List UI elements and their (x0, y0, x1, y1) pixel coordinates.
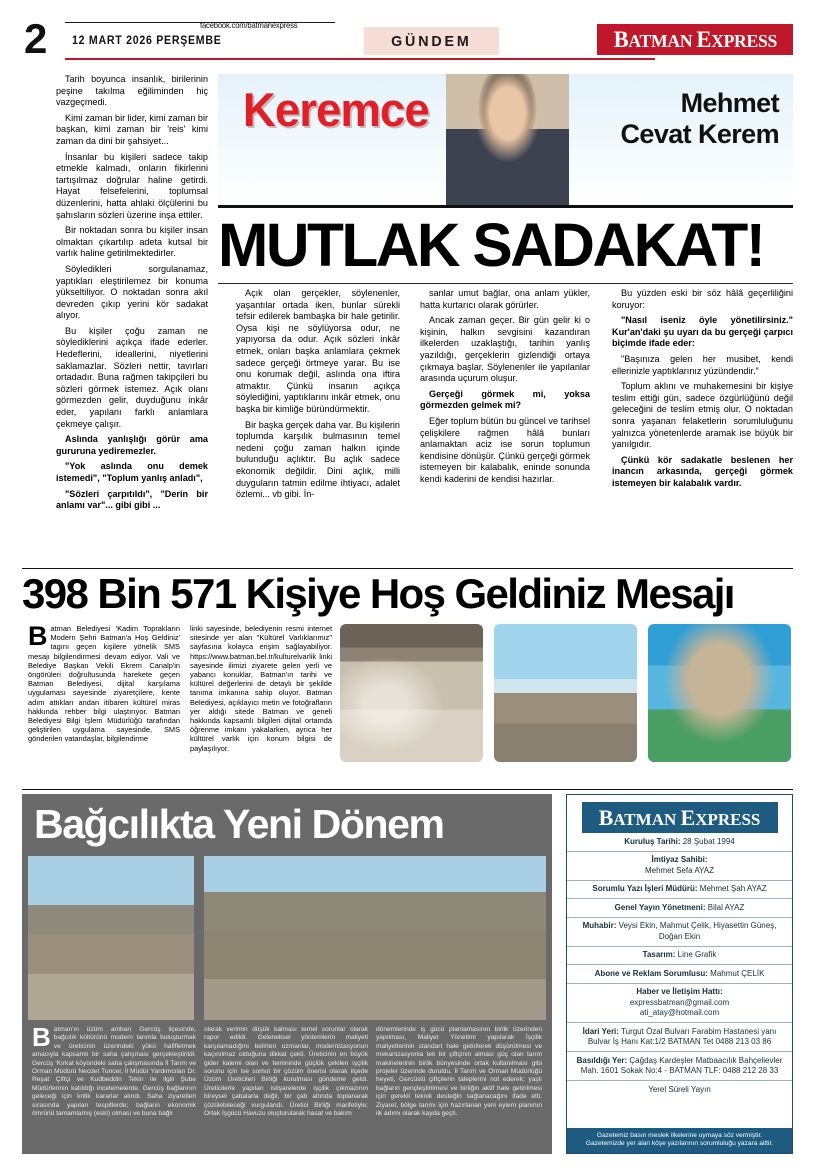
imprint-row-value: Çağdaş Kardeşler Matbaacılık Bahçelievler Mah. 1601 Sokak No:4 - BATMAN TLF: 0488 212 28 33 (580, 1055, 783, 1075)
imprint-row-label: Genel Yayın Yönetmeni: (614, 902, 706, 912)
imprint-row-value: Turgut Özal Bulvarı Farabim Hastanesi yanı Bulvar İş Hanı Kat:1/2 BATMAN Tet 0488 213 03 86 (587, 1026, 777, 1046)
museum-interior-photo (340, 624, 483, 762)
author-name (621, 88, 780, 150)
paragraph: Kimi zaman bir lider, kimi zaman bir başkan, kimi zaman bir 'reis' kimi zaman da dini bir şahsiyet... (56, 112, 209, 146)
page-masthead (0, 0, 815, 72)
paragraph-bold: "Sözleri çarpıtıldı", "Derin bir anlamı var"... gibi gibi ... (56, 488, 208, 511)
columnist-column-2 (236, 288, 400, 505)
imprint-logo-text: BATMAN EXPRESS (598, 804, 761, 830)
article-separator-rule (22, 568, 793, 569)
imprint-row-value: Mehmet Şah AYAZ (697, 884, 767, 893)
columnist-headline-rule (218, 283, 793, 284)
brand-logo (597, 24, 793, 55)
imprint-row (567, 898, 792, 917)
paragraph: "Başınıza gelen her musibet, kendi ellerinizle yaptıklarınız yüzündendir." (612, 353, 793, 376)
article-viticulture (22, 794, 552, 1154)
imprint-row-label: Abone ve Reklam Sorumlusu: (594, 968, 708, 978)
museum-interior-image (340, 624, 483, 762)
keremce-logo: Keremce (242, 83, 429, 136)
hasankeyf-ruins-photo (494, 624, 637, 762)
paragraph: Eğer toplum bütün bu güncel ve tarihsel çelişkilere rağmen hâlâ bunları anlamaktan aciz ise sorun toplumun kendisine dönüşür. Çünkü gerçeği görmek istemeyen bir kalabalık, eninde sonunda kendi kaderini de kendisi hazırlar. (420, 415, 590, 484)
imprint-disclaimer (567, 1128, 792, 1153)
dropcap: B (28, 621, 48, 651)
article-sms-welcome (22, 572, 793, 784)
paragraph: Bu kişiler çoğu zaman ne söylediklerini açıkça ifade ederler. Hedeflerini, ideallerini, niyetlerini saklamazlar. Sözleri nettir, tavırları ortadadır. Buna rağmen takipçileri bu sözleri görmek istemez. Açık olanı görmezden gelir, duyduğunu inkâr eder, yapılanı farklı anlamlara çekmeye çalışır. (56, 325, 208, 429)
article2-column-1 (28, 621, 180, 744)
imprint-row-value: Bilal AYAZ (705, 902, 745, 912)
paragraph: olarak verimin düşük kalması temel sorunlar olarak rapor edildi. Geleneksel yöntemlerin maliyeti karşılamadığını belirten uzmanlar, modernizasyonun kaçınılmaz olduğuna dikkat çekti. Üreticinin en büyük gider kalemi olan ve temininde güçlük çekilen işçilik sorunu için ise somut bir çözüm önerisi olarak ilçede Üzüm Üreticileri Birliği kurulması gündeme geldi. Üreticilerle yapılan istişarelerde işçilik çıkmazının bireysel çabalarla değil, bir çatı altında toplanarak çözülebileceği vurgulandı. Üretici Birliği marifetiyle; Ortak İşgücü Havuzu oluşturularak hasat ve bakım (204, 1026, 368, 1118)
paragraph-bold: Çünkü kör sadakatle beslenen her inancın arkasında, gerçeği görmek istemeyen bir kalabalık vardır. (612, 454, 793, 488)
paragraph: dönemlerinde iş gücü planlamasının birlik üzerinden yapılması, Maliyet Yönetimi yapılarak İşçilik maliyetlerinin standart hale getirilerek düşürülmesi ve mekanizasyonla tek bir çiftçinin alması güç olan tarım makinelerinin birlik bünyesinde ortak kullanılması gibi projeler üzerinde duruldu. İl Tarım ve Orman Müdürlüğü heyeti, Gercüslü çiftçilerin taleplerini not ederek; yaşlı bağların gençleştirilmesi ve birliğin aktif hale getirilmesi için gerekli teknik desteğin sağlanacağını ifade etti. Ziyaret, bölge tarımı için hazırlanan yeni eylem planının ilk adımı olarak kayda geçti. (376, 1026, 542, 1118)
imprint-row-value: expressbatman@gmail.com (629, 997, 730, 1007)
article3-column-3 (376, 1026, 542, 1118)
paragraph (32, 1022, 196, 1118)
article3-photo-group (28, 856, 546, 1020)
imprint-row (567, 964, 792, 983)
paragraph: linki sayesinde, belediyenin resmi internet sitesinde yer alan "Kültürel Varlıklarımız" sayfasına kolayca erişim sağlayabiliyor. https://www.batman.bel.tr/kulturelvarlik linki sayesinde ilimizi ziyarete gelen yerli ve yabancı konuklar, Batman'ın tarihi ve kültürel değerlerini de detaylı bir şekilde tanıma imkanına sahip oluyor. Batman Belediyesi, açıklayıcı metin ve fotoğrafların yer aldığı sitede Batman ve geneli hakkında kapsamlı bilgileri dijital ortamda öğrenme imkanı yakalarken, ayrıca her kültürel varlık için konum bilgisi de paylaşılıyor. (190, 624, 332, 753)
imprint-box (566, 794, 793, 1154)
article2-headline: 398 Bin 571 Kişiye Hoş Geldiniz Mesajı (22, 570, 734, 617)
vineyard-delegation-photo (28, 856, 194, 1020)
article-separator-rule-2 (22, 789, 793, 790)
paragraph-bold: "Nasıl iseniz öyle yönetilirsiniz." Kur'an'daki şu uyarı da bu gerçeği çarpıcı biçimde ifade eder: (612, 315, 793, 349)
imprint-row (567, 1022, 792, 1051)
paragraph-text: atman'ın üzüm ambarı Gercüş ilçesinde, bağcılık kültürünü modern tarımla buluşturmak ve üreticinin üzerindeki yükü hafifletmek amacıyla kapsamlı bir saha çalışması gerçekleştirildi. Gercüş 'Kırkat köyündeki saha çalışmasında İl Tarım ve Orman Müdürü Necdet Tuncer, İl Müdür Yardımcıları Dr. Reşat Çiftçi ve Kudbeddin Tekin ile ilgili Şube Müdürlerinin katıldığı incelemelerde, Gercüş bağlarının geleceği için kritik kararlar alındı. Saha ziyaretleri sırasında yapılan tespitlerde; bağların ekonomik ömrünü tamamlamış (eski) olması ve buna bağlı (32, 1026, 196, 1118)
paragraph: Ancak zaman geçer. Bir gün gelir ki o kişinin, halkın sevgisini kazandıran ilkelerden uzaklaştığı, tarihin yanlış yazıldığı, gerçeklerin gizlendiği ortaya çıkmaya başlar. Söylenenler ile yapılanlar arasında uçurum oluşur. (420, 315, 590, 384)
imprint-row-value: 28 Şubat 1994 (680, 836, 735, 846)
imprint-row (567, 1051, 792, 1080)
author-name-line2: Cevat Kerem (620, 119, 779, 149)
imprint-row-label-wrap (573, 855, 786, 866)
vineyard-inspection-photo (204, 856, 546, 1020)
imprint-row (567, 851, 792, 880)
disclaimer-line2: Gazetemizde yer alan köşe yazılarının sorumluluğu yazara aittir. (585, 1140, 774, 1148)
columnist-article (22, 74, 793, 562)
imprint-row-label: Kuruluş Tarihi: (624, 836, 681, 846)
disclaimer-line1: Gazetemiz basın meslek ilkelerine uymaya söz vermiştir. (596, 1131, 763, 1139)
paragraph: Bir başka gerçek daha var. Bu kişilerin toplumda karşılık bulmasının temel nedeni çoğu zaman halkın içinde bulunduğu açlıktır. Bu açlık sadece ekonomik değildir. Dini açlık, milli duyguların tatmin edilme ihtiyacı, adalet özlemi... vb gibi. İn- (236, 419, 400, 500)
imprint-row-label: Sorumlu Yazı İşleri Müdürü: (592, 884, 698, 893)
paragraph: sanlar umut bağlar, ona anlam yükler, hatta kurtarıcı olarak görürler. (420, 288, 590, 310)
article3-column-1 (32, 1022, 196, 1118)
paragraph (28, 621, 180, 744)
imprint-row-label: İdari Yeri: (582, 1026, 619, 1036)
columnist-headline: MUTLAK SADAKAT! (218, 211, 764, 279)
columnist-header-band (218, 74, 793, 208)
article3-headline: Bağcılıkta Yeni Dönem (34, 801, 444, 847)
columnist-column-1 (56, 74, 208, 516)
page-number: 2 (24, 15, 47, 62)
brand-logo-text: BATMAN EXPRESS (613, 26, 777, 52)
facebook-handle[interactable]: facebook.com/batmanexpress (200, 20, 298, 30)
vineyard-delegation-image (28, 856, 194, 1020)
imprint-row-value: Yerel Süreli Yayın (648, 1084, 711, 1094)
imprint-row (567, 917, 792, 946)
paragraph: İnsanlar bu kişileri sadece takip etmekle kalmadı, onların fikirlerini tartışılmaz doğrular haline getirdi. Hayat felsefelerini, toplumsal düzenlerini, hatta ahlaki ölçülerini bu şahısların sözleri üzerine inşa ettiler. (56, 151, 208, 220)
paragraph: Toplum aklını ve muhakemesini bir kişiye teslim ettiği gün, sadece özgürlüğünü değil geleceğini de teslim etmiş olur. O noktadan sonra yaşanan felaketlerin sorumluluğunu yalnızca yönetenlerde aramak ise büyük bir yanılgıdır. (612, 381, 793, 450)
imprint-rows (567, 833, 792, 1099)
imprint-logo (582, 802, 778, 833)
author-name-line1: Mehmet (680, 88, 779, 118)
imprint-row-value: ati_atay@hotmail.com (639, 1008, 720, 1017)
imprint-row-value: Mahmut ÇELİK (707, 968, 765, 978)
paragraph: Bu yüzden eski bir söz hâlâ geçerliliğini koruyor: (612, 288, 793, 310)
columnist-column-3 (420, 288, 590, 490)
paragraph-bold: Aslında yanlışlığı görür ama gururuna yediremezler. (56, 434, 208, 456)
imprint-row (567, 833, 792, 851)
imprint-row-value: Veysi Ekin, Mahmut Çelik, Hiyasettin Güneş, Doğan Ekin (616, 921, 777, 941)
paragraph: Tarih boyunca insanlık, birilerinin peşine takılma eğiliminden hiç vazgeçmedi. (56, 74, 208, 108)
imprint-row-value: Mehmet Sefa AYAZ (644, 865, 715, 875)
article2-column-2 (190, 624, 332, 753)
paragraph: Bir noktadan sonra bu kişiler insan olmaktan çıkartılıp adeta kutsal bir varlık haline getirilmektedirler. (56, 225, 208, 259)
vineyard-inspection-image (204, 856, 546, 1020)
subheading: Gerçeği görmek mi, yoksa görmezden gelmek mi? (420, 388, 590, 411)
imprint-row (567, 1080, 792, 1099)
zeynel-bey-tomb-photo (648, 624, 791, 762)
imprint-row-label: İmtiyaz Sahibi: (651, 855, 708, 864)
columnist-column-4 (612, 288, 793, 494)
author-portrait-image (446, 74, 569, 205)
imprint-row (567, 880, 792, 899)
imprint-row-label-wrap (573, 987, 786, 998)
imprint-row-label: Basıldığı Yer: (576, 1055, 628, 1065)
imprint-row-label: Tasarım: (642, 950, 676, 959)
dropcap: B (32, 1022, 51, 1052)
article3-column-2 (204, 1026, 368, 1118)
paragraph-bold: "Yok aslında onu demek istemedi", "Toplum yanlış anladı", (56, 461, 208, 483)
header-red-rule (65, 58, 655, 60)
imprint-row-value: Line Grafik (675, 950, 717, 959)
section-tag (364, 27, 499, 55)
author-portrait-photo (446, 74, 569, 205)
imprint-row-label: Muhabir: (582, 921, 617, 930)
hasankeyf-ruins-image (494, 624, 637, 762)
paragraph-text: atman Belediyesi 'Kadim Toprakların Modern Şehri Batman'a Hoş Geldiniz' tagını geçen kişilere yönelik SMS mesajı bilgilendirmesi devam ediyor. Vali ve Belediye Başkan Vekili Ekrem Canalp'in öngörüleri doğrultusunda harekete geçen Batman Belediyesi, dijital karşılama uygulaması sayesinde ziyaretçilere, kente adım attıkları andan itibaren kültürel miras hakkında rehber bilgi ulaştırıyor. Batman Belediyesi Bilgi İşlem Müdürlüğü tarafından geliştirilen uygulama sayesinde, SMS gönderilen vatandaşlar, bilgilendirme (28, 624, 180, 744)
paragraph: Söyledikleri sorgulanamaz, yaptıkları eleştirilemez bir konuma yükseltiliyor. O noktadan sonra akıl devreden çıkıp yerini kör sadakat alıyor. (56, 263, 208, 321)
zeynel-bey-tomb-image (648, 624, 791, 762)
paragraph: Açık olan gerçekler, söylenenler, yaşantılar ortada iken, bunlar sürekli tefsir edilerek bambaşka bir hale getirilir. Oysa kişi ne söylüyorsa odur, ne yapıyorsa da odur. Açık sözleri inkâr etmek, onları başka anlamlara çekmek sadece gerçeği örtmeye yarar. Bu ise onu korumak değil, aslında ona iftira atmaktır. Çünkü insanın açıkça söylediğini, yaptıklarını inkâr etmek, onu başka bir kimliğe büründürmektir. (236, 288, 400, 414)
imprint-row-label: Haber ve İletişim Hattı: (636, 987, 723, 996)
publication-date: 12 MART 2026 PERŞEMBE (72, 35, 222, 47)
section-tag-label: GÜNDEM (391, 32, 472, 50)
imprint-row (567, 983, 792, 1023)
imprint-row (567, 946, 792, 965)
